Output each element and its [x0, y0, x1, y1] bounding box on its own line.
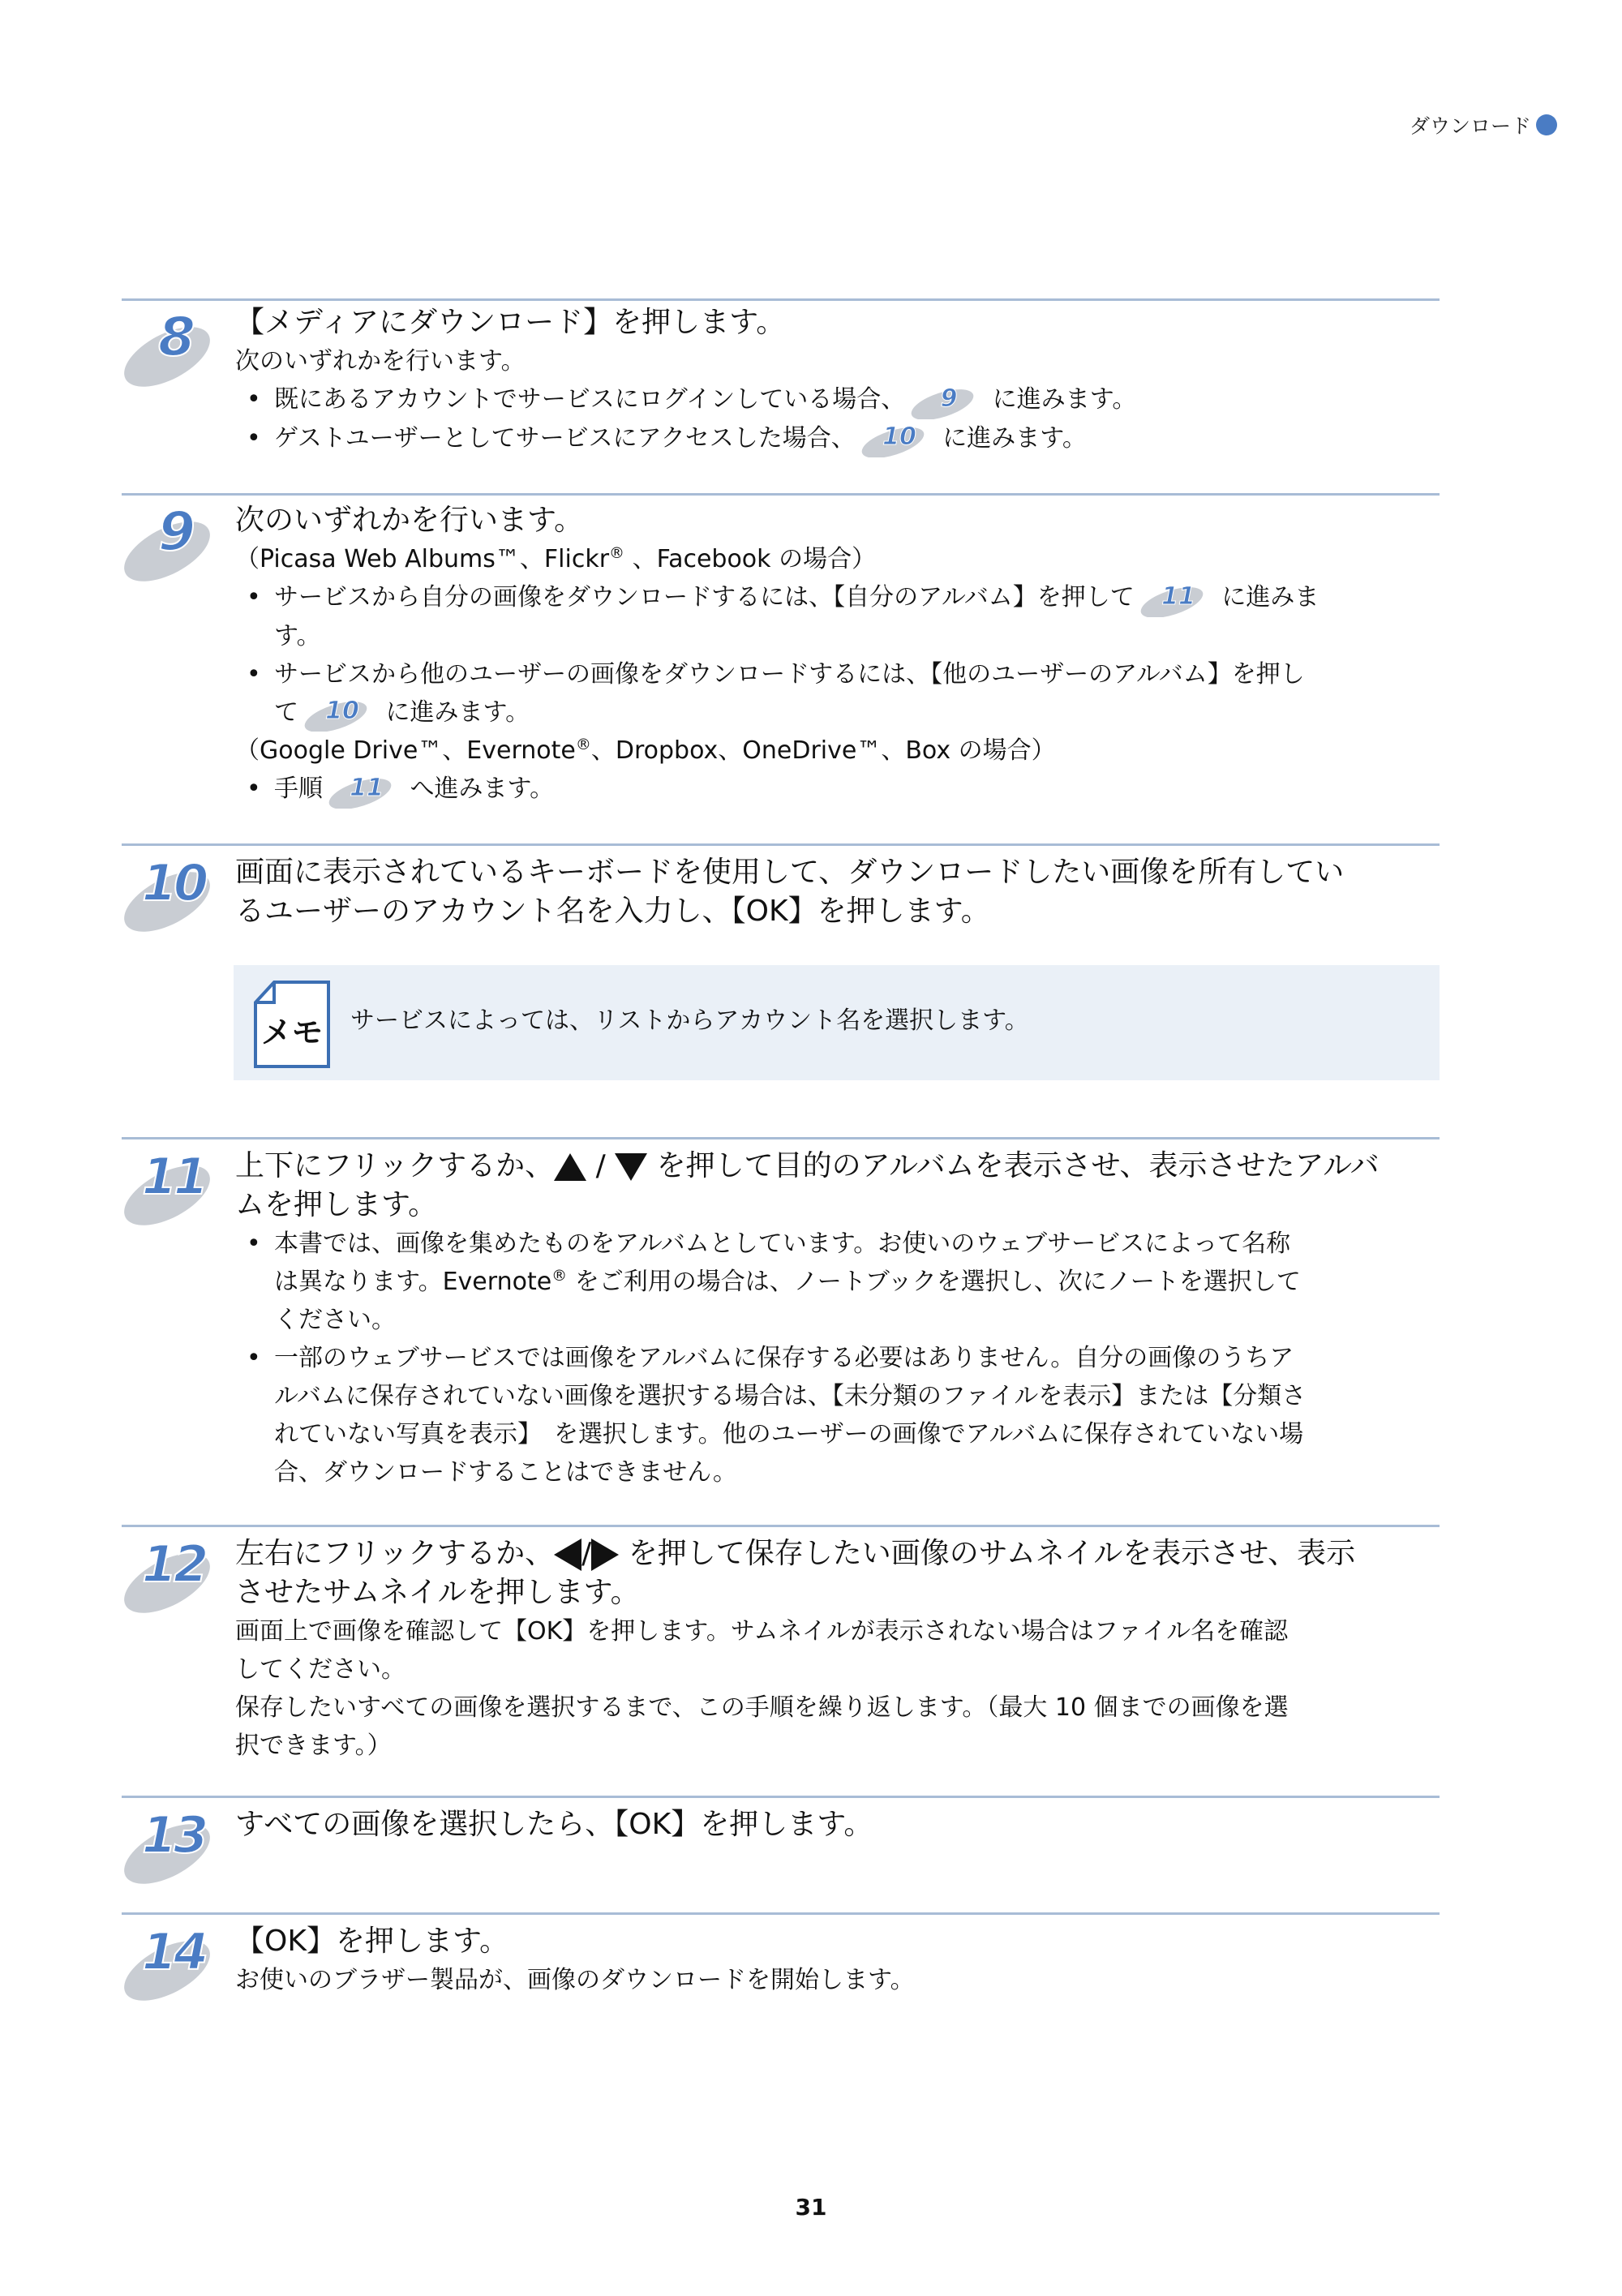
step-number-badge-icon	[118, 1802, 222, 1886]
step-title: すべての画像を選択したら、【OK】を押します。	[235, 1808, 873, 1841]
step-title: 【メディアにダウンロード】を押します。	[235, 306, 786, 339]
page-header	[1410, 110, 1557, 139]
section-title: ダウンロード	[1409, 114, 1531, 138]
step-number: 12	[141, 1534, 206, 1594]
step-title: 上下にフリックするか、 / を押して目的のアルバムを表示させ、表示させたアルバ ムを押します。	[235, 1149, 1380, 1221]
step-number: 13	[141, 1805, 206, 1865]
step-text: 次のいずれかを行います。	[235, 347, 526, 376]
page-number: 31	[795, 2194, 827, 2221]
list-item: • 手順 11 へ進みます。	[235, 770, 1440, 809]
step-reference-icon	[326, 771, 399, 809]
list-item: • 本書では、画像を集めたものをアルバムとしています。お使いのウェブサービスによって名称 は異なります。Evernote® をご利用の場合は、ノートブックを選択し、次にノートを選択して ください。	[235, 1225, 1440, 1339]
step-number: 10	[141, 853, 206, 912]
memo-box	[234, 965, 1440, 1080]
step-reference-icon	[1138, 580, 1211, 617]
step-text: 画面上で画像を確認して【OK】を押します。サムネイルが表示されない場合はファイル名を確認 してください。	[235, 1617, 1289, 1684]
step-number-badge-icon	[118, 305, 222, 389]
step-title: 次のいずれかを行います。	[235, 504, 584, 537]
step-divider	[122, 298, 1440, 301]
list-item: • 既にあるアカウントでサービスにログインしている場合、 9 に進みます。	[235, 380, 1440, 419]
list-item: • ゲストユーザーとしてサービスにアクセスした場合、 10 に進みます。	[235, 419, 1440, 458]
step-number-badge-icon	[118, 1531, 222, 1616]
step-number: 14	[141, 1922, 206, 1981]
step-divider	[122, 1137, 1440, 1139]
memo-note-icon	[253, 980, 331, 1069]
list-item: • サービスから他のユーザーの画像をダウンロードするには、【他のユーザーのアルバム】を押し て 10 に進みます。	[235, 655, 1440, 732]
step-divider	[122, 493, 1440, 496]
step-reference-icon	[908, 382, 981, 419]
step-text: 保存したいすべての画像を選択するまで、この手順を繰り返します。（最大 10 個までの画像を選 択できます。）	[235, 1693, 1289, 1760]
service-group-label: （Google Drive™、Evernote®、Dropbox、OneDrive™、Box の場合）	[235, 736, 1056, 765]
svg-text:11: 11	[1161, 582, 1195, 611]
step-number: 9	[158, 500, 195, 563]
left-arrow-icon	[554, 1539, 581, 1571]
step-reference-icon	[302, 694, 375, 732]
down-arrow-icon	[615, 1153, 647, 1181]
svg-text:メモ: メモ	[260, 1015, 324, 1050]
step-number-badge-icon	[118, 1919, 222, 2003]
svg-text:10: 10	[882, 423, 916, 451]
step-number: 11	[141, 1147, 206, 1206]
right-arrow-icon	[591, 1539, 619, 1571]
step-number-badge-icon	[118, 500, 222, 584]
step-number-badge-icon	[118, 1144, 222, 1228]
step-number: 8	[158, 306, 195, 368]
step-title: 左右にフリックするか、 / を押して保存したい画像のサムネイルを表示させ、表示 させたサムネイルを押します。	[235, 1537, 1356, 1609]
svg-text:9: 9	[940, 384, 958, 413]
up-arrow-icon	[554, 1153, 586, 1181]
step-divider	[122, 1796, 1440, 1798]
step-reference-icon	[859, 420, 932, 457]
svg-text:10: 10	[325, 697, 359, 725]
step-divider	[122, 1525, 1440, 1527]
svg-text:11: 11	[350, 773, 384, 802]
step-title: 【OK】を押します。	[235, 1925, 509, 1958]
step-text: お使いのブラザー製品が、画像のダウンロードを開始します。	[235, 1966, 915, 1994]
list-item: • 一部のウェブサービスでは画像をアルバムに保存する必要はありません。自分の画像のうちア ルバムに保存されていない画像を選択する場合は、【未分類のファイルを表示】または【分類さ れていない写真を表示】 を選択します。他のユーザーの画像でアルバムに保存されていない場 合、ダウンロードすることはできません。	[235, 1339, 1440, 1491]
list-item: • サービスから自分の画像をダウンロードするには、【自分のアルバム】を押して 11 に進みま す。	[235, 578, 1440, 655]
service-group-label: （Picasa Web Albums™、Flickr® 、Facebook の場合）	[235, 544, 877, 573]
memo-text: サービスによっては、リストからアカウント名を選択します。	[350, 1006, 1029, 1035]
step-divider	[122, 843, 1440, 846]
step-number-badge-icon	[118, 850, 222, 934]
step-divider	[122, 1912, 1440, 1915]
header-dot-icon	[1536, 114, 1557, 135]
step-title: 画面に表示されているキーボードを使用して、ダウンロードしたい画像を所有してい るユーザーのアカウント名を入力し、【OK】を押します。	[235, 856, 1345, 928]
